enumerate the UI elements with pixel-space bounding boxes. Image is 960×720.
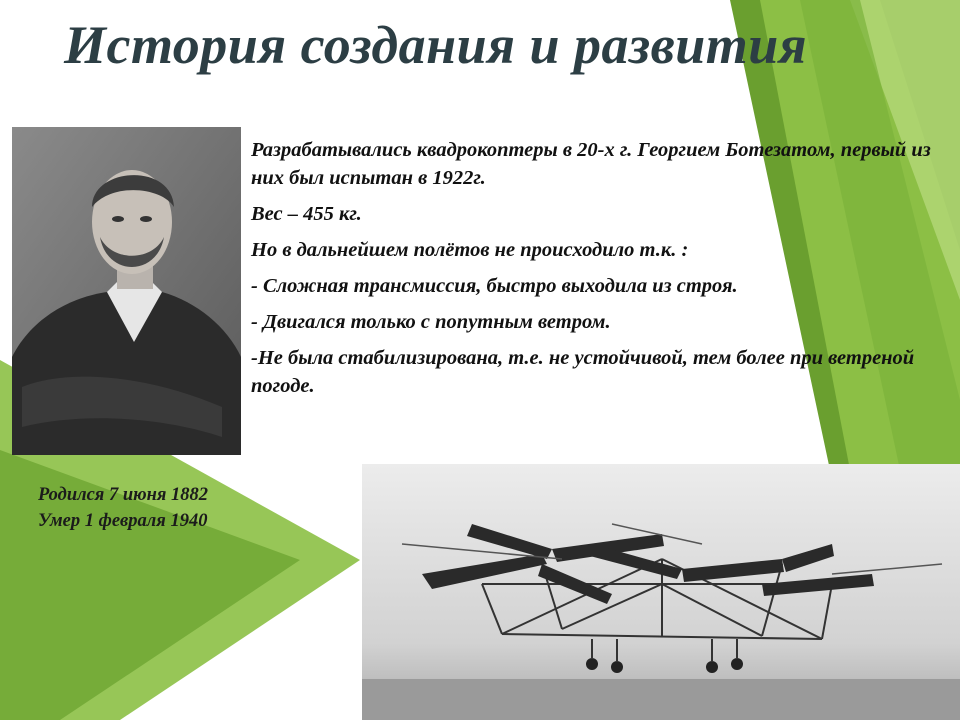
paragraph-reason-intro: Но в дальнейшем полётов не происходило т.к. : (251, 239, 689, 261)
body-text (251, 136, 941, 408)
slide-title: История создания и развития (64, 15, 808, 75)
paragraph-reason-wind: - Двигался только с попутным ветром. (251, 311, 611, 333)
paragraph-reason-transmission: - Сложная трансмиссия, быстро выходила из строя. (251, 275, 738, 297)
death-date: Умер 1 февраля 1940 (38, 511, 208, 531)
portrait-caption (38, 482, 338, 534)
birth-date: Родился 7 июня 1882 (38, 485, 209, 505)
paragraph-reason-stability: -Не была стабилизирована, т.е. не устойчивой, тем более при ветреной погоде. (251, 347, 915, 397)
paragraph-weight: Вес – 455 кг. (251, 203, 362, 225)
paragraph-developer: Разрабатывались квадрокоптеры в 20-х г. Георгием Ботезатом, первый из них был испытан в 1922г. (251, 139, 931, 189)
portrait-photo (12, 127, 241, 455)
quadcopter-photo (362, 464, 960, 720)
